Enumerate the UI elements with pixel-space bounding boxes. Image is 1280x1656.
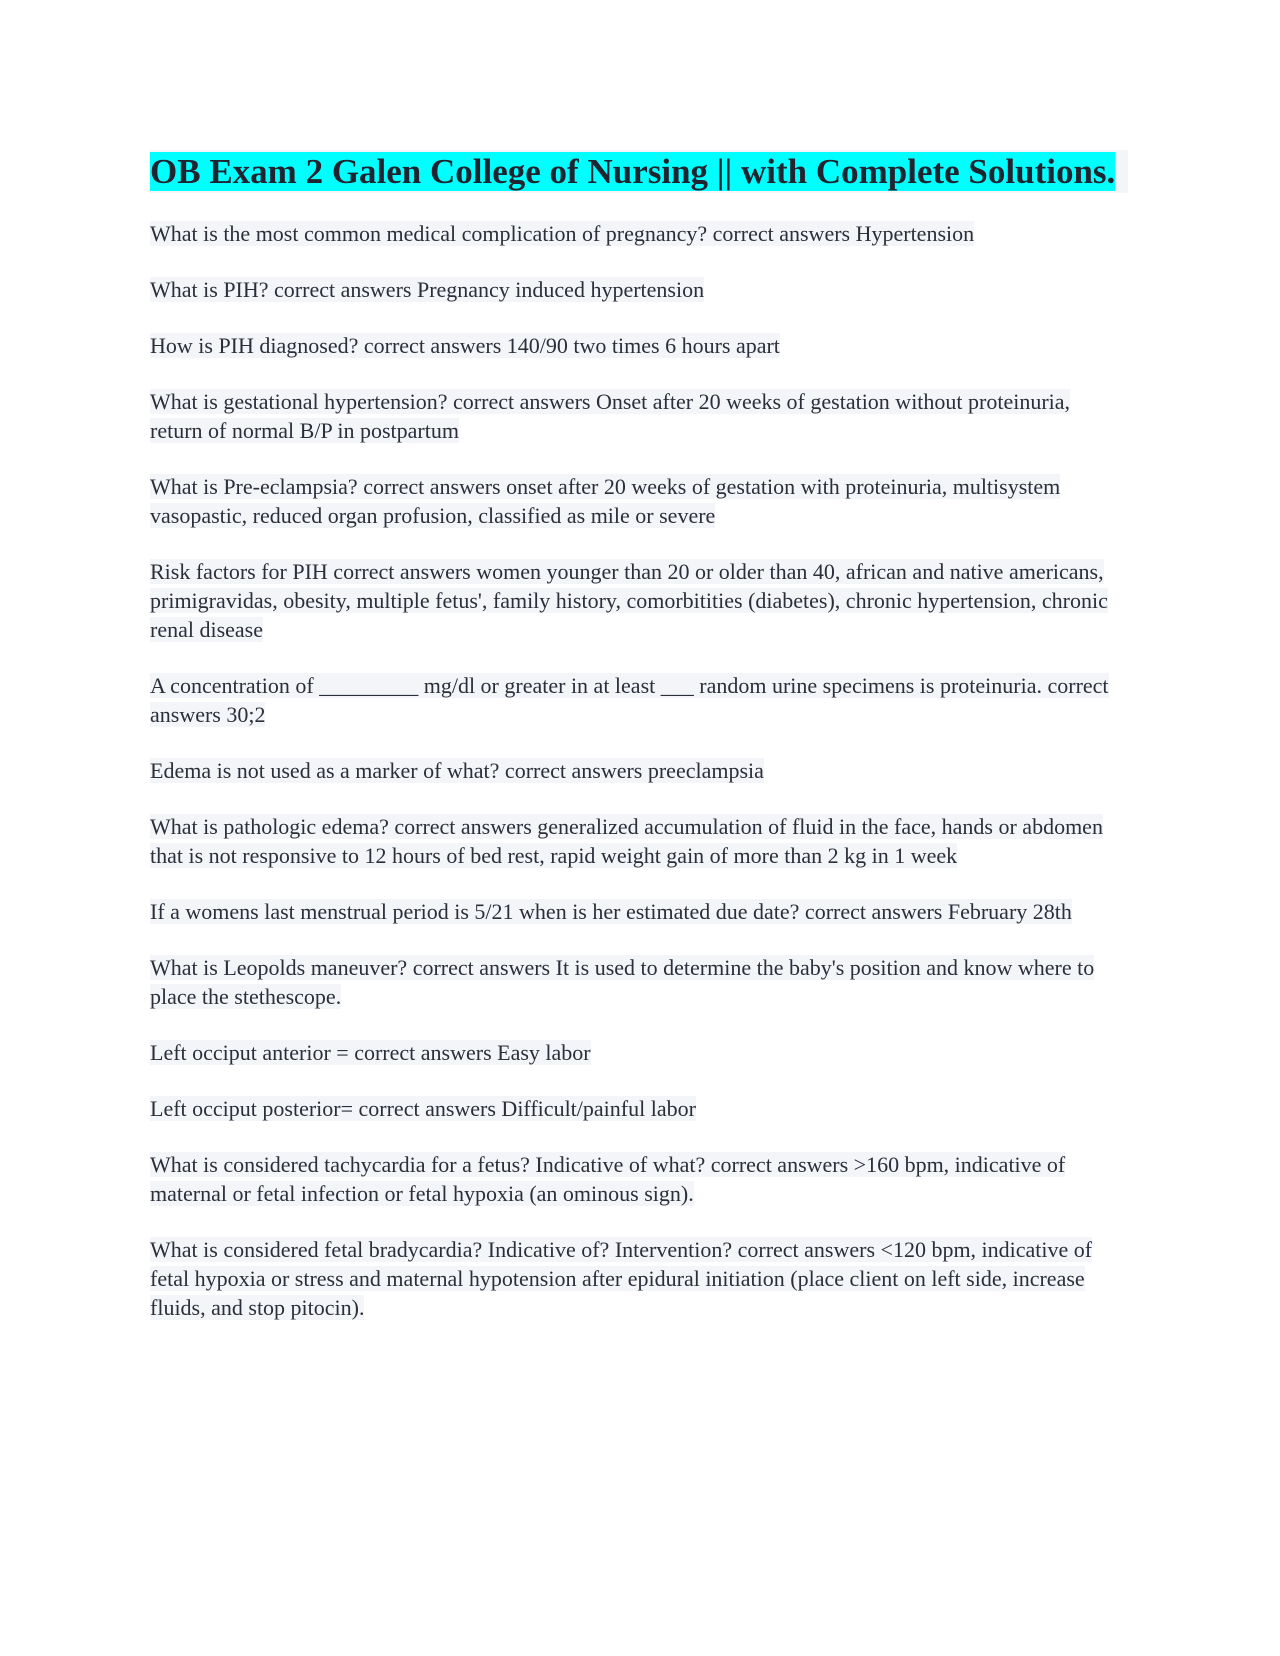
- qa-item-text: Left occiput posterior= correct answers Difficult/painful labor: [150, 1096, 696, 1121]
- document-page: [150, 150, 1128, 1349]
- qa-item-text: Risk factors for PIH correct answers women younger than 20 or older than 40, african and native americans, primigravidas, obesity, multiple fetus', family history, comorbitities (diabetes), chronic hypertension, chronic renal disease: [150, 559, 1108, 642]
- qa-item-text: What is considered fetal bradycardia? Indicative of? Intervention? correct answers <120 bpm, indicative of fetal hypoxia or stress and maternal hypotension after epidural initiation (place client on left side, increase fluids, and stop pitocin).: [150, 1237, 1093, 1320]
- qa-item: [150, 219, 1128, 248]
- qa-item: [150, 1150, 1128, 1208]
- qa-item-text: What is the most common medical complication of pregnancy? correct answers Hypertension: [150, 221, 975, 246]
- qa-item: [150, 1235, 1128, 1322]
- qa-item: [150, 812, 1128, 870]
- qa-item-text: A concentration of _________ mg/dl or greater in at least ___ random urine specimens is proteinuria. correct answers 30;2: [150, 673, 1109, 727]
- qa-item-text: Edema is not used as a marker of what? correct answers preeclampsia: [150, 758, 764, 783]
- qa-item: [150, 275, 1128, 304]
- qa-item: [150, 756, 1128, 785]
- qa-item-text: If a womens last menstrual period is 5/21 when is her estimated due date? correct answers February 28th: [150, 899, 1072, 924]
- qa-item-text: Left occiput anterior = correct answers Easy labor: [150, 1040, 591, 1065]
- qa-item-text: What is PIH? correct answers Pregnancy induced hypertension: [150, 277, 705, 302]
- qa-item: [150, 1038, 1128, 1067]
- qa-item-text: What is Leopolds maneuver? correct answers It is used to determine the baby's position and know where to place the stethescope.: [150, 955, 1095, 1009]
- qa-item: [150, 1094, 1128, 1123]
- qa-item-text: How is PIH diagnosed? correct answers 140/90 two times 6 hours apart: [150, 333, 780, 358]
- qa-item-text: What is considered tachycardia for a fetus? Indicative of what? correct answers >160 bpm, indicative of maternal or fetal infection or fetal hypoxia (an ominous sign).: [150, 1152, 1066, 1206]
- qa-item-text: What is pathologic edema? correct answers generalized accumulation of fluid in the face, hands or abdomen that is not responsive to 12 hours of bed rest, rapid weight gain of more than 2 kg in 1 week: [150, 814, 1103, 868]
- title-block: [150, 150, 1128, 193]
- qa-item: [150, 557, 1128, 644]
- qa-item: [150, 387, 1128, 445]
- document-title-text: OB Exam 2 Galen College of Nursing || with Complete Solutions.: [150, 152, 1116, 191]
- document-title: [150, 150, 1128, 193]
- qa-item-text: What is gestational hypertension? correct answers Onset after 20 weeks of gestation without proteinuria, return of normal B/P in postpartum: [150, 389, 1071, 443]
- qa-item: [150, 331, 1128, 360]
- qa-item: [150, 671, 1128, 729]
- qa-item-text: What is Pre-eclampsia? correct answers onset after 20 weeks of gestation with proteinuria, multisystem vasopastic, reduced organ profusion, classified as mile or severe: [150, 474, 1061, 528]
- qa-item: [150, 897, 1128, 926]
- qa-item: [150, 953, 1128, 1011]
- qa-item: [150, 472, 1128, 530]
